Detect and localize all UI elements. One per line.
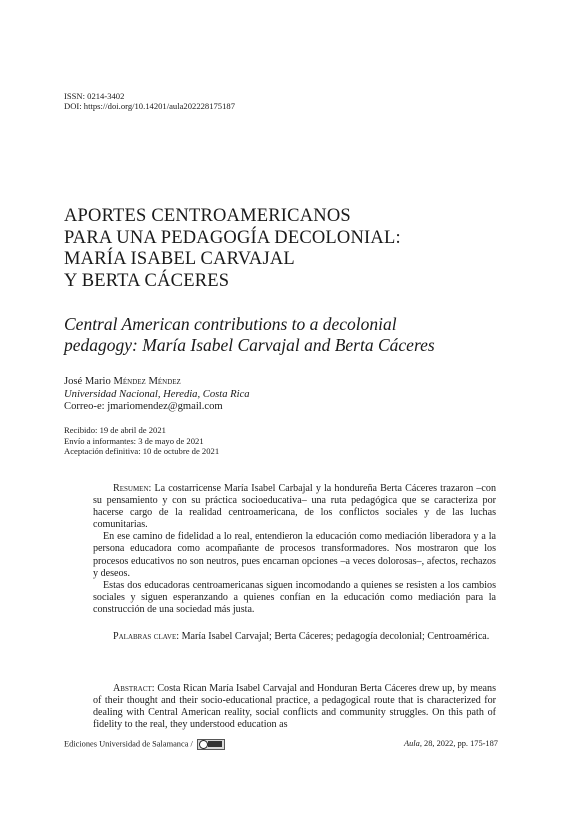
subtitle-line: pedagogy: María Isabel Carvajal and Berta Cáceres <box>64 335 435 355</box>
keywords-label: Palabras clave: <box>113 631 180 642</box>
journal-name: Aula <box>404 739 420 748</box>
resumen-paragraph: Estas dos educadoras centroamericanas siguen incomodando a quienes se resisten a los cambios sociales y siguen esperanzando a quienes confían en la educación como mediación para la construcción de una sociedad más justa. <box>93 579 496 615</box>
resumen-paragraph: Resumen: La costarricense María Isabel Carbajal y la hondureña Berta Cáceres trazaron –con su pensamiento y con su práctica socioeducativa– una ruta pedagógica que se caracteriza por hacerse cargo de la realidad centroamericana, de los conflictos sociales y de las luchas comunitarias. <box>93 483 496 531</box>
date-received: Recibido: 19 de abril de 2021 <box>64 425 166 435</box>
title-line: PARA UNA PEDAGOGÍA DECOLONIAL: <box>64 227 401 248</box>
keywords-text: María Isabel Carvajal; Berta Cáceres; pedagogía decolonial; Centroamérica. <box>181 631 490 642</box>
resumen-section <box>93 483 496 616</box>
subtitle-line: Central American contributions to a decolonial <box>64 314 397 334</box>
title-line: APORTES CENTROAMERICANOS <box>64 206 351 226</box>
submission-dates <box>64 425 219 457</box>
abstract-text: Costa Rican María Isabel Carvajal and Honduran Berta Cáceres drew up, by means of their thought and their socio-educational practice, a pedagogical route that is characterized for dealing with Central American reality, social conflicts and community struggles. On this path of fidelity to the real, they understood education as <box>93 683 496 731</box>
doi[interactable]: DOI: https://doi.org/10.14201/aula202228175187 <box>64 101 235 111</box>
date-sent: Envío a informantes: 3 de mayo de 2021 <box>64 435 204 446</box>
title-line: MARÍA ISABEL CARVAJAL <box>64 249 295 269</box>
article-title <box>64 206 401 292</box>
title-line: Y BERTA CÁCERES <box>64 270 230 291</box>
footer-citation <box>404 739 498 749</box>
issn: ISSN: 0214-3402 <box>64 91 125 101</box>
journal-metadata <box>64 91 235 111</box>
footer-publisher: Ediciones Universidad de Salamanca / <box>64 739 225 750</box>
resumen-paragraph: En ese camino de fidelidad a lo real, entendieron la educación como mediación liberadora y a la persona educadora como acompañante de procesos transformadores. Nos mostraron que los procesos educativos no son neutros, pues encarnan opciones –a veces dolorosas–, afectos, rechazos y deseos. <box>93 531 496 579</box>
keywords-section <box>93 631 496 643</box>
author-block <box>64 376 250 414</box>
author-name: José Mario Méndez Méndez <box>64 376 181 387</box>
resumen-label: Resumen: <box>113 483 152 494</box>
cc-license-icon[interactable] <box>197 739 225 750</box>
citation-details: , 28, 2022, pp. 175-187 <box>419 739 498 748</box>
article-subtitle-english <box>64 314 435 356</box>
abstract-label: Abstract: <box>113 683 155 694</box>
date-accepted: Aceptación definitiva: 10 de octubre de 2021 <box>64 446 220 457</box>
author-email[interactable]: Correo-e: jmariomendez@gmail.com <box>64 401 223 413</box>
author-affiliation: Universidad Nacional, Heredia, Costa Rica <box>64 388 250 400</box>
abstract-section <box>93 683 496 731</box>
